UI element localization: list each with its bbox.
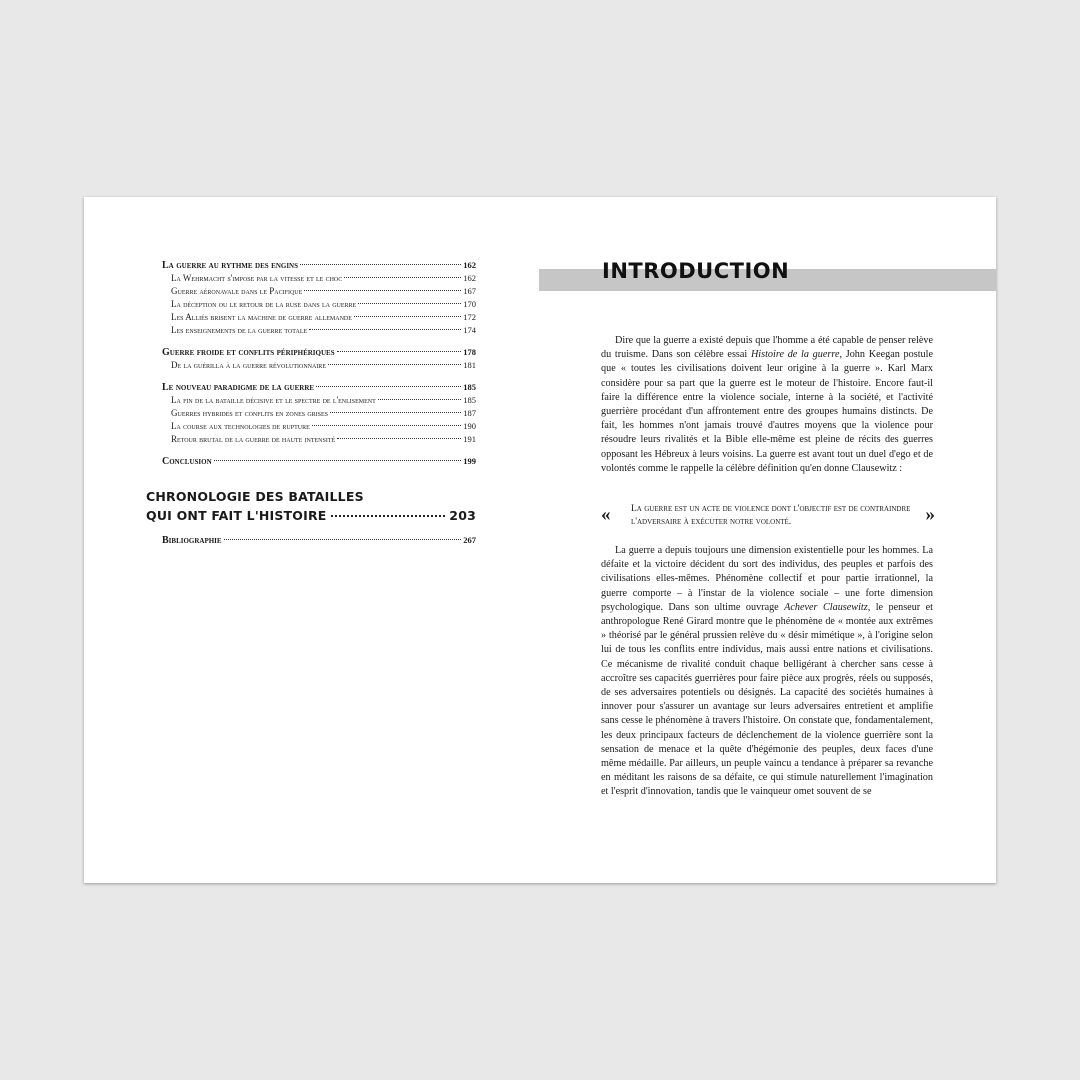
- toc-subentry[interactable]: La Wehrmacht s'impose par la vitesse et le choc 162: [171, 273, 476, 283]
- toc-entry-chronology[interactable]: [146, 487, 476, 525]
- toc-subentry[interactable]: Retour brutal de la guerre de haute intensité 191: [171, 434, 476, 444]
- intro-paragraph-1: Dire que la guerre a existé depuis que l'homme a été capable de penser relève du truisme. Dans son célèbre essai Histoire de la guerre, John Keegan postule que « toutes les civilisations doivent leur origine à la guerre ». Karl Marx considère pour sa part que la guerre est le moteur de l'histoire. Encore faut-il faire la différence entre la violence sociale, interne à la société, et l'activité guerrière procédant d'un affrontement entre des groupes humains distincts. De fait, les hommes n'ont jamais trouvé d'autres moyens que la violence pour résoudre leurs rivalités et la Bible elle-même est pleine de récits des guerres opposant les Hébreux à leurs voisins. La guerre est avant tout un duel d'ego et de volontés comme le rappelle la célèbre définition qu'en donne Clausewitz :: [601, 335, 933, 474]
- toc-entry-conclusion[interactable]: Conclusion 199: [162, 456, 476, 467]
- quote-text: La guerre est un acte de violence dont l'objectif est de contraindre l'adversaire à exécuter notre volonté.: [631, 504, 911, 527]
- quote-open-mark: «: [601, 504, 611, 525]
- toc-subentry[interactable]: La fin de la bataille décisive et le spectre de l'enlisement 185: [171, 395, 476, 405]
- toc-entry[interactable]: Le nouveau paradigme de la guerre 185: [162, 382, 476, 393]
- toc-subentry[interactable]: Guerres hybrides et conflits en zones grises 187: [171, 408, 476, 418]
- table-of-contents: [162, 259, 476, 468]
- page-title: INTRODUCTION: [602, 259, 790, 283]
- chronology-page: 203: [449, 508, 476, 523]
- toc-subentry[interactable]: Les Alliés brisent la machine de guerre allemande 172: [171, 312, 476, 322]
- toc-subentry[interactable]: La déception ou le retour de la ruse dans la guerre 170: [171, 299, 476, 309]
- toc-subentry[interactable]: Les enseignements de la guerre totale 174: [171, 325, 476, 335]
- toc-subentry[interactable]: La course aux technologies de rupture 190: [171, 421, 476, 431]
- clausewitz-quote: [601, 503, 935, 529]
- toc-subentry[interactable]: Guerre aéronavale dans le Pacifique 167: [171, 286, 476, 296]
- toc-entry[interactable]: La guerre au rythme des engins 162: [162, 260, 476, 271]
- toc-entry[interactable]: Guerre froide et conflits périphériques 178: [162, 347, 476, 358]
- toc-entry-bibliography[interactable]: Bibliographie 267: [162, 535, 476, 546]
- chronology-title-line2: QUI ONT FAIT L'HISTOIRE: [146, 508, 327, 523]
- toc-subentry[interactable]: De la guérilla à la guerre révolutionnaire 181: [171, 360, 476, 370]
- chronology-title-line1: CHRONOLOGIE DES BATAILLES: [146, 489, 364, 504]
- intro-paragraph-2: La guerre a depuis toujours une dimension existentielle pour les hommes. La défaite et la victoire décident du sort des individus, des peuples et parfois des civilisations elles-mêmes. Phénomène collectif et pour partie irrationnel, la guerre comporte – à l'instar de la violence sociale – une forte dimension psychologique. Dans son ultime ouvrage Achever Clausewitz, le penseur et anthropologue René Girard montre que le phénomène de « montée aux extrêmes » théorisé par le général prussien relève du « désir mimétique », à l'origine selon lui de tous les conflits entre individus, mais aussi entre nations et civilisations. Ce mécanisme de rivalité conduit chaque belligérant à chercher sans cesse à accroître ses capacités guerrières pour faire pièce aux progrès, réels ou supposés, de ses adversaires potentiels ou désignés. La capacité des sociétés humaines à innover pour s'assurer un avantage sur leurs adversaires entretient et amplifie sans cesse le phénomène à travers l'histoire. On constate que, fondamentalement, les deux principaux facteurs de déclenchement de la violence guerrière sont la sensation de menace et la quête d'hégémonie des peuples, deux faces d'une même médaille. Par ailleurs, un peuple vaincu a tendance à préparer sa revanche en méditant les raisons de sa défaite, ce qui stimule naturellement l'imagination et l'esprit d'innovation, tandis que le vainqueur omet souvent de se: [601, 545, 933, 798]
- quote-close-mark: »: [925, 504, 935, 525]
- book-spread: [84, 197, 996, 883]
